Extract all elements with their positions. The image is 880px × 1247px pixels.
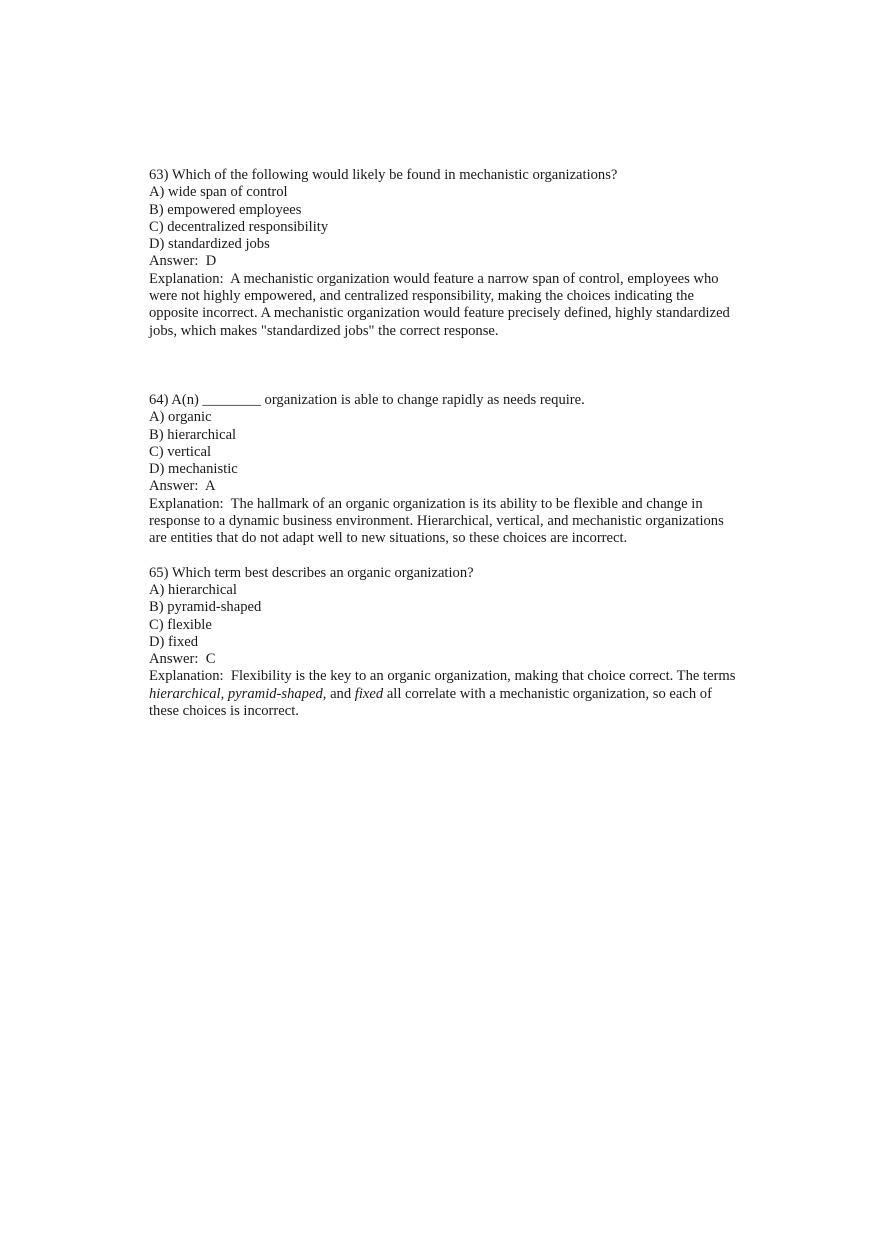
answer-option-c: C) vertical — [149, 443, 211, 460]
answer-line — [149, 253, 739, 270]
explanation — [149, 271, 739, 340]
answer-value: A — [204, 478, 216, 495]
italic-term-pyramid-shaped: pyramid-shaped — [227, 685, 323, 702]
question-stem: 64) A(n) ________ organization is able to change rapidly as needs require. — [149, 391, 585, 408]
explanation-label: Explanation: — [149, 668, 224, 685]
question-stem: 63) Which of the following would likely be found in mechanistic organizations? — [149, 167, 618, 183]
question-stem: 65) Which term best describes an organic organization? — [149, 564, 474, 581]
explanation-text-part: Flexibility is the key to an organic organization, making that choice correct. The terms — [230, 668, 736, 685]
explanation-text-part: all correlate with a mechanistic organization, so each of these choices is incorrect. — [149, 685, 712, 720]
answer-option-d: D) mechanistic — [149, 461, 238, 478]
question-63 — [149, 167, 739, 340]
answer-option-d: D) standardized jobs — [149, 236, 270, 253]
question-64 — [149, 392, 739, 548]
answer-option-c: C) decentralized responsibility — [149, 218, 329, 235]
answer-option-a: A) organic — [149, 409, 212, 426]
answer-line — [149, 478, 739, 495]
explanation-label: Explanation: — [149, 495, 224, 512]
answer-option-d: D) fixed — [149, 633, 199, 650]
answer-value: C — [205, 651, 216, 668]
answer-label: Answer: — [149, 478, 199, 495]
answer-label: Answer: — [149, 253, 199, 270]
answer-option-b: B) pyramid-shaped — [149, 599, 262, 616]
explanation — [149, 668, 739, 720]
answer-option-a: A) hierarchical — [149, 581, 237, 598]
explanation-text-part: , — [220, 685, 228, 702]
answer-label: Answer: — [149, 651, 199, 668]
explanation-text: The hallmark of an organic organization is its ability to be flexible and change in response to a dynamic business environment. Hierarchical, vertical, and mechanistic organizations are entities that do not adapt well to new situations, so these choices are incorrect. — [149, 495, 724, 547]
answer-option-a: A) wide span of control — [149, 184, 288, 201]
italic-term-hierarchical: hierarchical — [149, 685, 221, 702]
explanation-text: A mechanistic organization would feature a narrow span of control, employees who were not highly empowered, and centralized responsibility, making the choices indicating the opposite incorrect. A mechanistic organization would feature precisely defined, highly standardized jobs, which makes "standardized jobs" the correct response. — [149, 270, 730, 339]
answer-option-b: B) empowered employees — [149, 201, 302, 218]
explanation-label: Explanation: — [149, 270, 224, 287]
explanation-text-part: , and — [322, 685, 355, 702]
answer-value: D — [205, 253, 217, 270]
italic-term-fixed: fixed — [354, 685, 384, 702]
answer-option-b: B) hierarchical — [149, 426, 237, 443]
explanation — [149, 496, 739, 548]
answer-option-c: C) flexible — [149, 616, 212, 633]
question-65 — [149, 565, 739, 721]
answer-line — [149, 651, 739, 668]
document-page — [149, 167, 739, 720]
